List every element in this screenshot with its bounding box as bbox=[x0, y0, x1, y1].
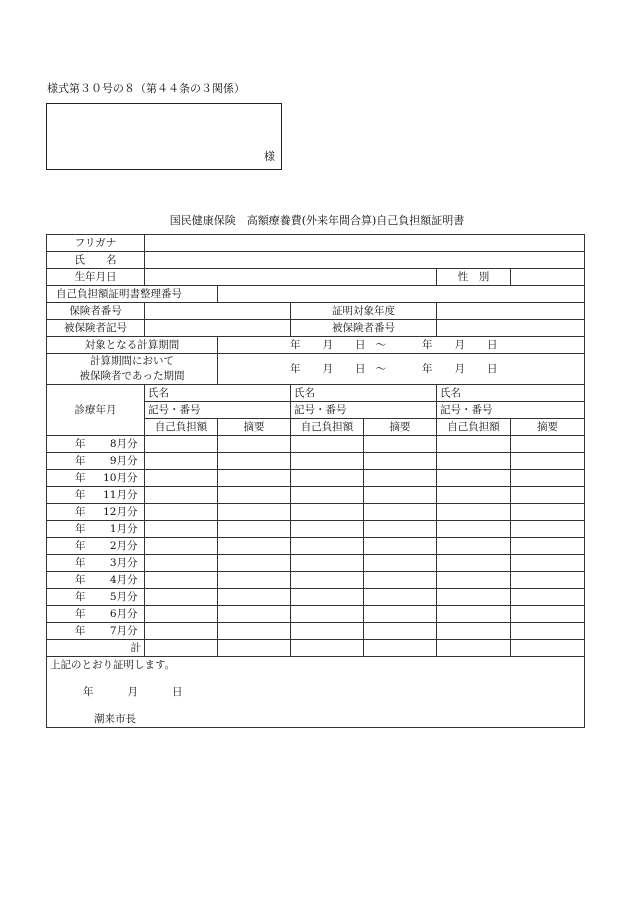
month-name: 8月分 bbox=[109, 437, 138, 450]
birthdate-label: 生年月日 bbox=[47, 269, 145, 286]
month-name: 6月分 bbox=[109, 607, 138, 620]
issuer-name: 潮来市長 bbox=[94, 713, 136, 725]
self-pay-cell[interactable] bbox=[437, 453, 511, 470]
month-year: 年 bbox=[75, 471, 86, 484]
self-pay-cell[interactable] bbox=[145, 504, 218, 521]
month-name: 9月分 bbox=[109, 454, 138, 467]
self-pay-cell[interactable] bbox=[291, 623, 364, 640]
total-cell[interactable] bbox=[291, 640, 364, 657]
remarks-cell[interactable] bbox=[218, 538, 291, 555]
self-pay-cell[interactable] bbox=[437, 487, 511, 504]
total-cell[interactable] bbox=[511, 640, 585, 657]
total-cell[interactable] bbox=[218, 640, 291, 657]
month-label bbox=[47, 623, 145, 640]
self-pay-cell[interactable] bbox=[437, 572, 511, 589]
furigana-label: フリガナ bbox=[47, 235, 145, 252]
month-name: 7月分 bbox=[109, 624, 138, 637]
month-name: 4月分 bbox=[109, 573, 138, 586]
self-pay-cell[interactable] bbox=[145, 572, 218, 589]
self-pay-cell[interactable] bbox=[291, 555, 364, 572]
remarks-cell[interactable] bbox=[218, 453, 291, 470]
name-field[interactable] bbox=[145, 252, 585, 269]
remarks-cell[interactable] bbox=[511, 436, 585, 453]
remarks-cell[interactable] bbox=[218, 436, 291, 453]
total-cell[interactable] bbox=[145, 640, 218, 657]
month-row bbox=[47, 470, 585, 487]
remarks-cell[interactable] bbox=[511, 487, 585, 504]
insured-symbol-field[interactable] bbox=[145, 320, 291, 337]
remarks-cell[interactable] bbox=[218, 589, 291, 606]
month-name: 11月分 bbox=[103, 488, 138, 501]
month-year: 年 bbox=[75, 437, 86, 450]
month-row bbox=[47, 504, 585, 521]
month-row bbox=[47, 623, 585, 640]
self-pay-cell[interactable] bbox=[291, 453, 364, 470]
birthdate-field[interactable] bbox=[145, 269, 437, 286]
self-pay-header: 自己負担額 bbox=[145, 419, 218, 436]
person-2-symbol-number: 記号・番号 bbox=[291, 402, 437, 419]
self-pay-cell[interactable] bbox=[145, 487, 218, 504]
month-name: 3月分 bbox=[109, 556, 138, 569]
self-pay-cell[interactable] bbox=[291, 436, 364, 453]
insured-number-field[interactable] bbox=[437, 320, 585, 337]
remarks-cell[interactable] bbox=[364, 470, 437, 487]
self-pay-cell[interactable] bbox=[291, 606, 364, 623]
remarks-cell[interactable] bbox=[364, 538, 437, 555]
self-pay-cell[interactable] bbox=[145, 623, 218, 640]
self-pay-cell[interactable] bbox=[145, 606, 218, 623]
furigana-field[interactable] bbox=[145, 235, 585, 252]
self-pay-cell[interactable] bbox=[291, 504, 364, 521]
person-3-name: 氏名 bbox=[437, 385, 585, 402]
certification-block bbox=[47, 657, 585, 728]
self-pay-cell[interactable] bbox=[437, 538, 511, 555]
month-label bbox=[47, 538, 145, 555]
self-pay-header: 自己負担額 bbox=[437, 419, 511, 436]
month-label bbox=[47, 572, 145, 589]
month-row bbox=[47, 436, 585, 453]
remarks-cell[interactable] bbox=[511, 555, 585, 572]
self-pay-cell[interactable] bbox=[291, 572, 364, 589]
self-pay-cell[interactable] bbox=[145, 521, 218, 538]
target-period-field[interactable]: 年 月 日 ～ 年 月 日 bbox=[218, 337, 585, 354]
cert-year-label: 証明対象年度 bbox=[291, 303, 437, 320]
self-pay-cell[interactable] bbox=[145, 555, 218, 572]
month-row bbox=[47, 589, 585, 606]
document-title: 国民健康保険 高額療養費(外来年間合算)自己負担額証明書 bbox=[169, 214, 465, 227]
cert-number-label: 自己負担額証明書整理番号 bbox=[47, 286, 218, 303]
certify-date: 年 月 日 bbox=[83, 686, 183, 698]
total-cell[interactable] bbox=[437, 640, 511, 657]
remarks-cell[interactable] bbox=[511, 504, 585, 521]
month-name: 2月分 bbox=[109, 539, 138, 552]
total-cell[interactable] bbox=[364, 640, 437, 657]
month-row bbox=[47, 521, 585, 538]
self-pay-cell[interactable] bbox=[145, 453, 218, 470]
recipient-suffix: 様 bbox=[264, 150, 275, 163]
person-2-name: 氏名 bbox=[291, 385, 437, 402]
month-row bbox=[47, 487, 585, 504]
self-pay-cell[interactable] bbox=[437, 436, 511, 453]
month-label bbox=[47, 555, 145, 572]
month-year: 年 bbox=[75, 556, 86, 569]
month-year: 年 bbox=[75, 488, 86, 501]
month-name: 5月分 bbox=[109, 590, 138, 603]
remarks-cell[interactable] bbox=[364, 572, 437, 589]
self-pay-cell[interactable] bbox=[437, 504, 511, 521]
self-pay-cell[interactable] bbox=[145, 589, 218, 606]
month-label bbox=[47, 589, 145, 606]
self-pay-cell[interactable] bbox=[145, 436, 218, 453]
self-pay-cell[interactable] bbox=[291, 589, 364, 606]
month-row bbox=[47, 572, 585, 589]
self-pay-cell[interactable] bbox=[437, 470, 511, 487]
month-name: 12月分 bbox=[103, 505, 138, 518]
remarks-cell[interactable] bbox=[218, 555, 291, 572]
month-row bbox=[47, 538, 585, 555]
month-year: 年 bbox=[75, 539, 86, 552]
month-name: 10月分 bbox=[103, 471, 138, 484]
month-row bbox=[47, 606, 585, 623]
month-year: 年 bbox=[75, 454, 86, 467]
month-label bbox=[47, 487, 145, 504]
self-pay-cell[interactable] bbox=[437, 589, 511, 606]
recipient-box[interactable] bbox=[46, 103, 282, 170]
cert-number-field[interactable] bbox=[218, 286, 585, 303]
name-label: 氏 名 bbox=[47, 252, 145, 269]
cert-year-field[interactable] bbox=[437, 303, 585, 320]
remarks-cell[interactable] bbox=[218, 504, 291, 521]
self-pay-cell[interactable] bbox=[437, 606, 511, 623]
month-year: 年 bbox=[75, 573, 86, 586]
month-year: 年 bbox=[75, 522, 86, 535]
remarks-cell[interactable] bbox=[364, 453, 437, 470]
remarks-header: 摘要 bbox=[218, 419, 291, 436]
form-number: 様式第３０号の８（第４４条の３関係） bbox=[47, 82, 245, 95]
certify-text: 上記のとおり証明します。 bbox=[50, 659, 176, 671]
month-row bbox=[47, 555, 585, 572]
person-1-symbol-number: 記号・番号 bbox=[145, 402, 291, 419]
month-year: 年 bbox=[75, 590, 86, 603]
remarks-cell[interactable] bbox=[218, 521, 291, 538]
self-pay-cell[interactable] bbox=[291, 521, 364, 538]
self-pay-cell[interactable] bbox=[437, 555, 511, 572]
month-year: 年 bbox=[75, 505, 86, 518]
month-year: 年 bbox=[75, 624, 86, 637]
gender-field[interactable] bbox=[511, 269, 585, 286]
self-pay-cell[interactable] bbox=[145, 538, 218, 555]
remarks-cell[interactable] bbox=[364, 589, 437, 606]
self-pay-cell[interactable] bbox=[437, 521, 511, 538]
month-label bbox=[47, 453, 145, 470]
remarks-cell[interactable] bbox=[511, 538, 585, 555]
month-row bbox=[47, 453, 585, 470]
remarks-cell[interactable] bbox=[364, 504, 437, 521]
remarks-cell[interactable] bbox=[218, 572, 291, 589]
remarks-cell[interactable] bbox=[218, 606, 291, 623]
self-pay-header: 自己負担額 bbox=[291, 419, 364, 436]
month-label bbox=[47, 521, 145, 538]
self-pay-cell[interactable] bbox=[291, 470, 364, 487]
person-1-name: 氏名 bbox=[145, 385, 291, 402]
remarks-cell[interactable] bbox=[218, 487, 291, 504]
remarks-cell[interactable] bbox=[511, 589, 585, 606]
remarks-cell[interactable] bbox=[218, 623, 291, 640]
insured-symbol-label: 被保険者記号 bbox=[47, 320, 145, 337]
remarks-cell[interactable] bbox=[364, 521, 437, 538]
self-pay-cell[interactable] bbox=[437, 623, 511, 640]
remarks-cell[interactable] bbox=[511, 453, 585, 470]
month-label bbox=[47, 436, 145, 453]
insurer-number-label: 保険者番号 bbox=[47, 303, 145, 320]
target-period-label: 対象となる計算期間 bbox=[47, 337, 218, 354]
remarks-header: 摘要 bbox=[364, 419, 437, 436]
month-name: 1月分 bbox=[109, 522, 138, 535]
remarks-cell[interactable] bbox=[364, 436, 437, 453]
treatment-month-label: 診療年月 bbox=[47, 385, 145, 436]
month-label bbox=[47, 606, 145, 623]
self-pay-cell[interactable] bbox=[145, 470, 218, 487]
month-label bbox=[47, 504, 145, 521]
remarks-cell[interactable] bbox=[511, 572, 585, 589]
remarks-cell[interactable] bbox=[511, 470, 585, 487]
certificate-table bbox=[46, 234, 585, 728]
remarks-cell[interactable] bbox=[511, 623, 585, 640]
remarks-header: 摘要 bbox=[511, 419, 585, 436]
remarks-cell[interactable] bbox=[218, 470, 291, 487]
remarks-cell[interactable] bbox=[511, 521, 585, 538]
gender-label: 性 別 bbox=[437, 269, 511, 286]
month-year: 年 bbox=[75, 607, 86, 620]
self-pay-cell[interactable] bbox=[291, 538, 364, 555]
insured-period-field[interactable]: 年 月 日 ～ 年 月 日 bbox=[218, 354, 585, 385]
remarks-cell[interactable] bbox=[364, 555, 437, 572]
month-label bbox=[47, 470, 145, 487]
remarks-cell[interactable] bbox=[364, 623, 437, 640]
total-label: 計 bbox=[47, 640, 145, 657]
person-3-symbol-number: 記号・番号 bbox=[437, 402, 585, 419]
insured-number-label: 被保険者番号 bbox=[291, 320, 437, 337]
self-pay-cell[interactable] bbox=[291, 487, 364, 504]
remarks-cell[interactable] bbox=[364, 487, 437, 504]
insurer-number-field[interactable] bbox=[145, 303, 291, 320]
remarks-cell[interactable] bbox=[511, 606, 585, 623]
insured-period-label: 計算期間において 被保険者であった期間 bbox=[47, 354, 218, 385]
remarks-cell[interactable] bbox=[364, 606, 437, 623]
